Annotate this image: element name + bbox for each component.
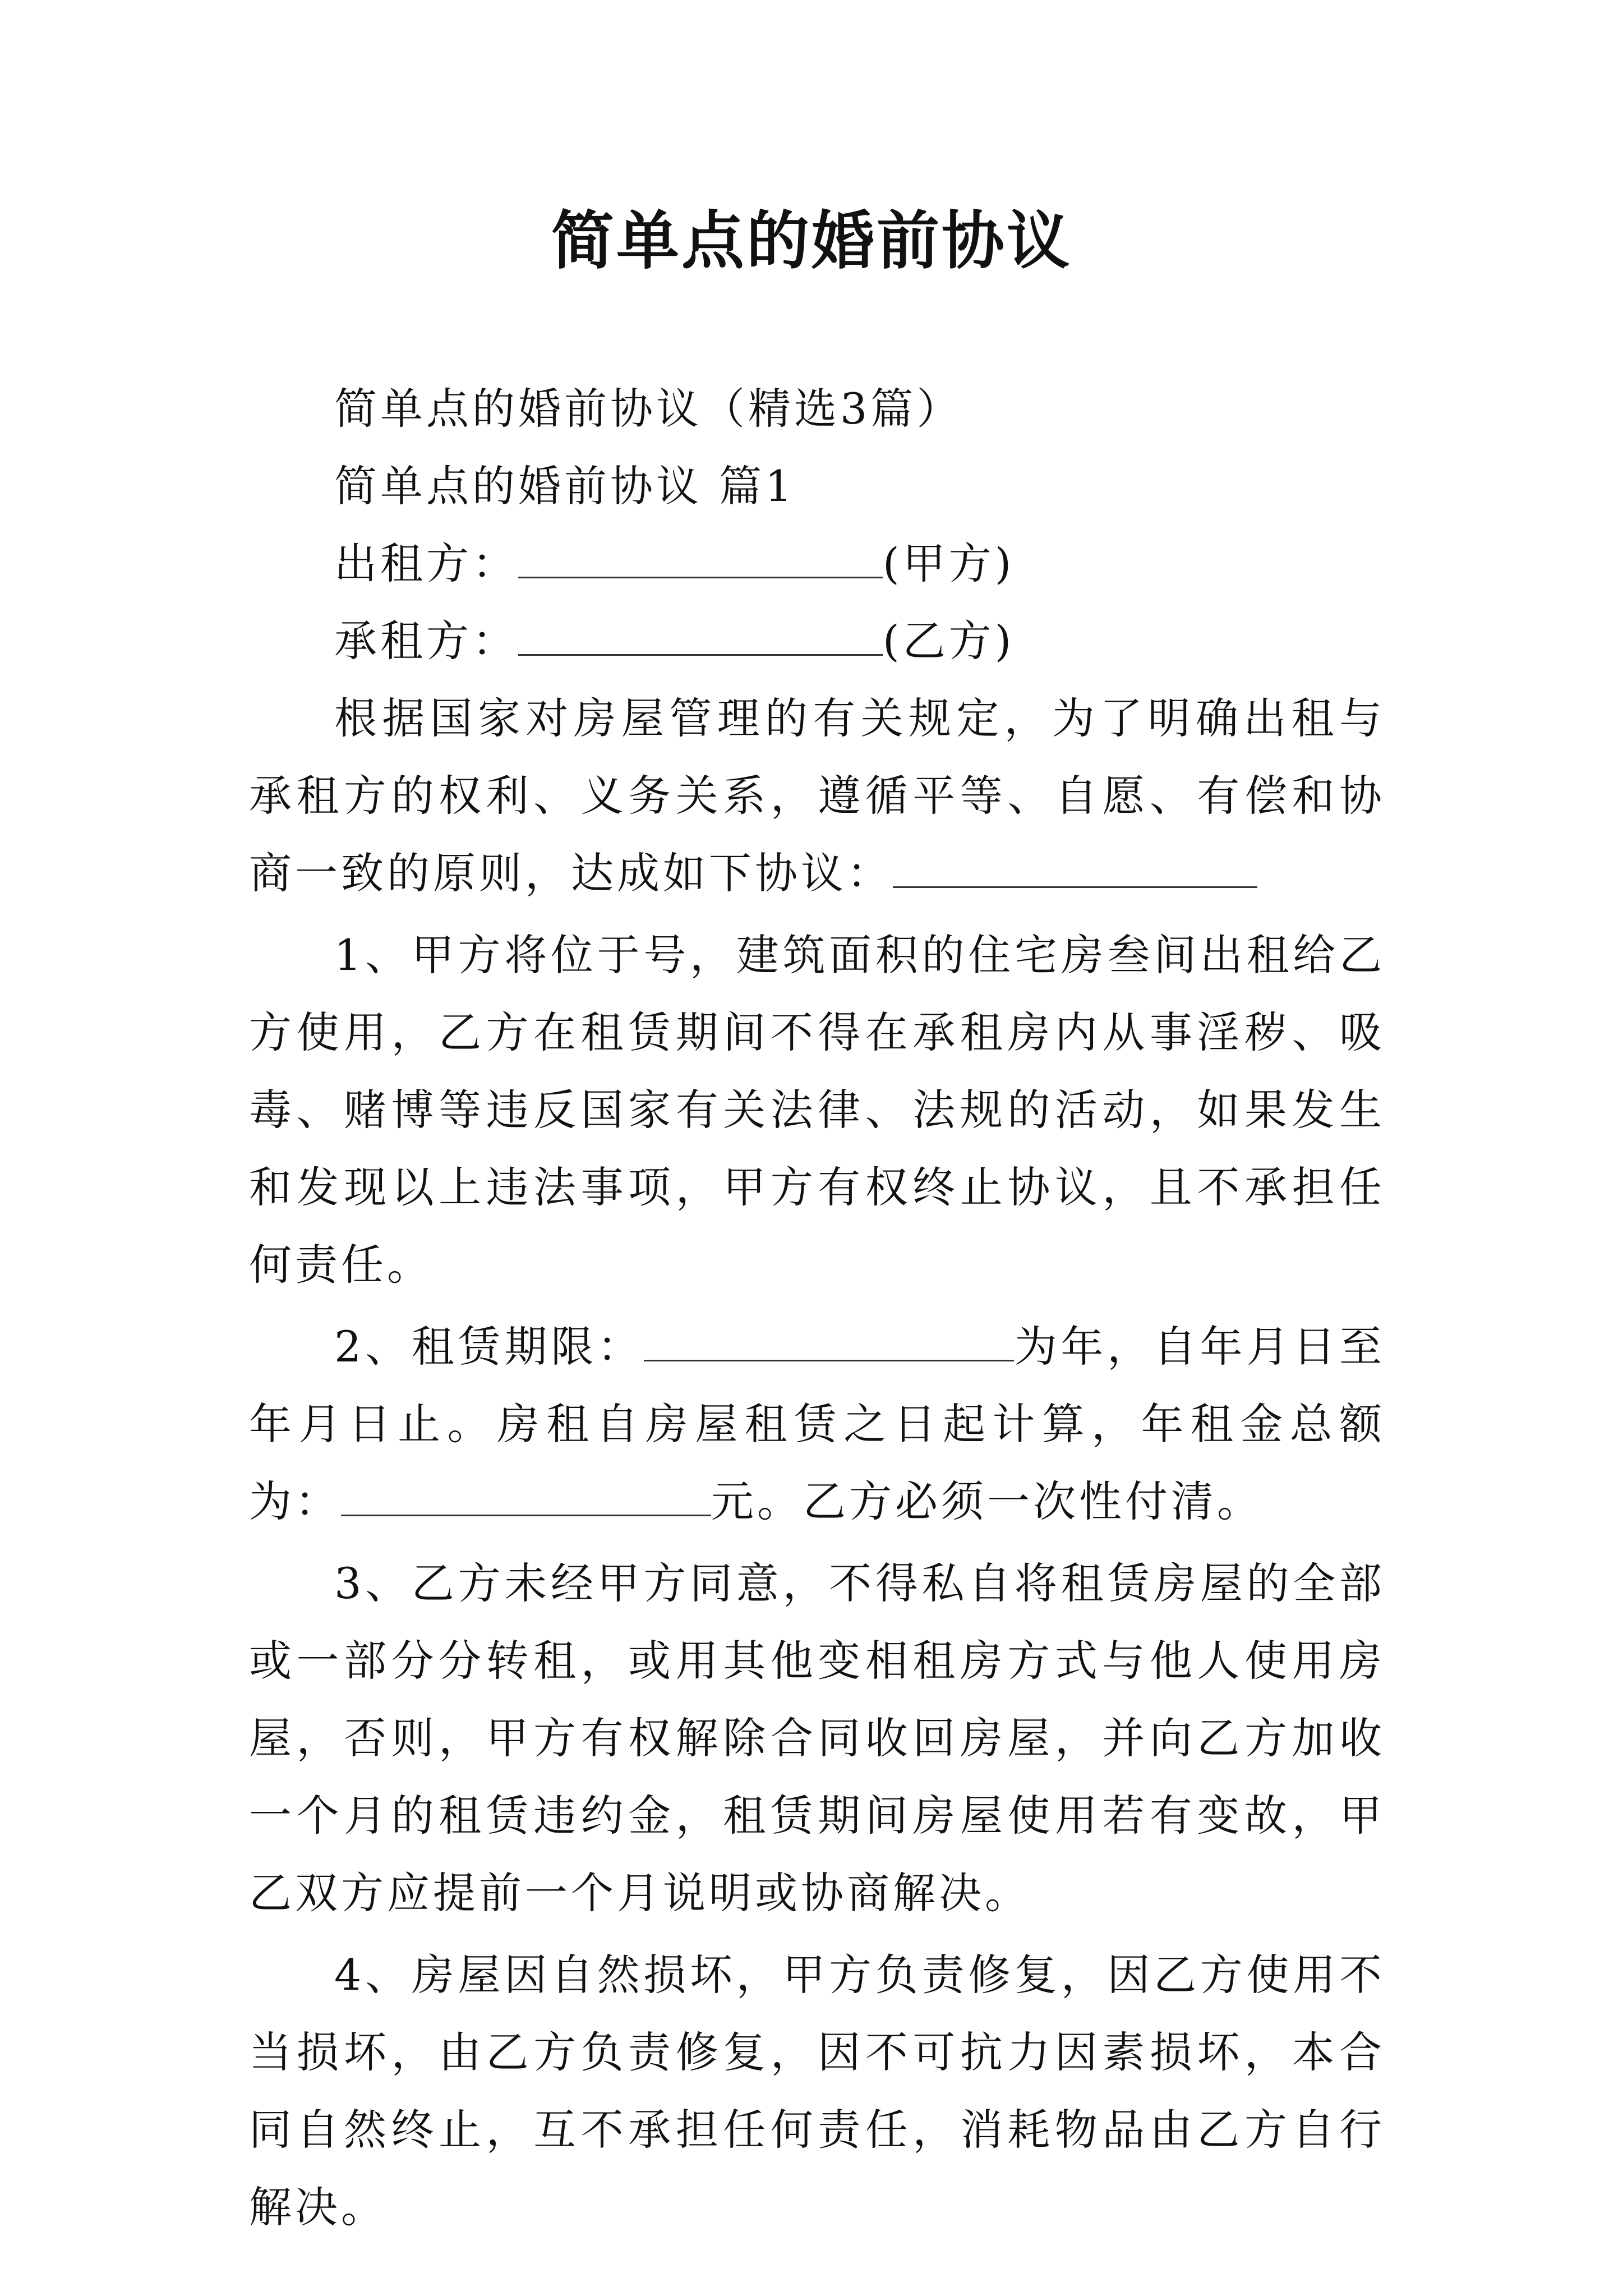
clause-2 [249,1308,1385,1540]
clause-3: 3、乙方未经甲方同意，不得私自将租赁房屋的全部或一部分分转租，或用其他变相租房方式与他人使用房屋，否则，甲方有权解除合同收回房屋，并向乙方加收一个月的租赁违约金，租赁期间房屋使用若有变故，甲乙双方应提前一个月说明或协商解决。 [249,1558,1385,1918]
document-body [249,370,1385,2246]
intro-blank [893,846,1257,888]
intro-paragraph [249,680,1385,912]
lease-term-blank [644,1319,1014,1361]
clause-4: 4、房屋因自然损坏，甲方负责修复，因乙方使用不当损坏，由乙方负责修复，因不可抗力因素损坏，本合同自然终止，互不承担任何责任，消耗物品由乙方自行解决。 [249,1950,1385,2232]
lessor-label: 出租方： [334,539,518,588]
subtitle-line: 简单点的婚前协议（精选3篇） [334,384,963,434]
clause-2-part-b: 为年，自年月日至年月日止。房租自房屋租赁之日起计算，年租金总额为： [249,1322,1386,1526]
lessor-suffix: (甲方) [883,539,1015,588]
clause-2-part-a: 2、租赁期限： [334,1322,644,1372]
lessee-label: 承租方： [334,616,518,666]
clause-1: 1、甲方将位于号，建筑面积的住宅房叁间出租给乙方使用，乙方在租赁期间不得在承租房内从事淫秽、吸毒、赌博等违反国家有关法律、法规的活动，如果发生和发现以上违法事项，甲方有权终止协议，且不承担任何责任。 [249,930,1385,1290]
document-title: 简单点的婚前协议 [551,204,1072,278]
lessee-line [249,602,1385,680]
intro-text: 根据国家对房屋管理的有关规定，为了明确出租与承租方的权利、义务关系，遵循平等、自愿、有偿和协商一致的原则，达成如下协议： [249,693,1385,898]
lessor-line [249,525,1385,602]
lessor-blank [518,536,883,578]
lessee-suffix: (乙方) [883,616,1015,666]
lessee-blank [518,614,883,656]
clause-2-part-c: 元。乙方必须一次性付清。 [711,1476,1263,1526]
section-heading: 简单点的婚前协议 篇1 [334,461,796,511]
rent-amount-blank [341,1474,711,1516]
